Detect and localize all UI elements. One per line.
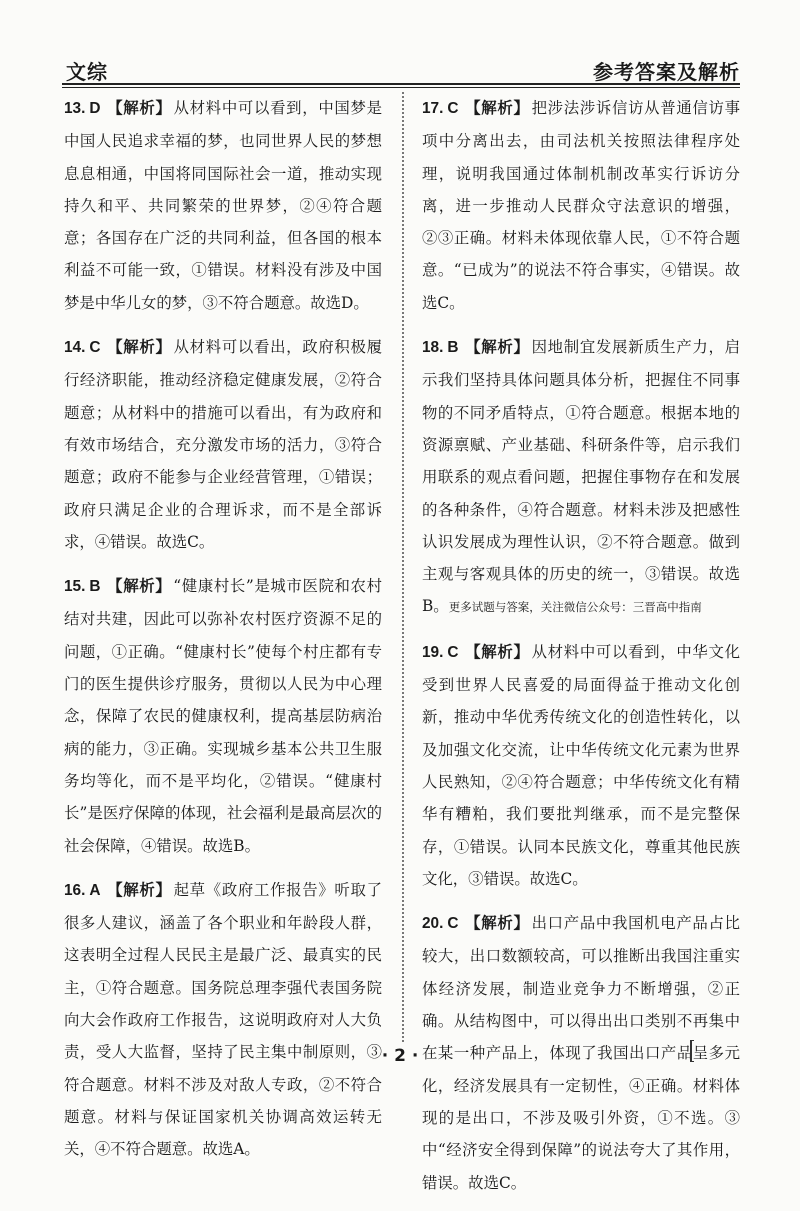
question-number: 13. bbox=[64, 100, 86, 117]
question-number: 16. bbox=[64, 881, 86, 899]
section-title: 参考答案及解析 bbox=[593, 60, 740, 84]
header-rule bbox=[62, 83, 740, 85]
answer-choice: C bbox=[89, 339, 101, 357]
question-number: 14. bbox=[64, 339, 86, 357]
analysis-tag: 【解析】 bbox=[464, 99, 530, 117]
analysis-text: 从材料中可以看到，中华文化受到世界人民喜爱的局面得益于推动文化创新，推动中华优秀传统文化的创造性转化，以及加强文化交流，让中华传统文化元素为世界人民熟知，②④符合题意；中华传统文化有精华有糟粕，我们要批判继承，而不是完整保存，①错误。认同本民族文化，尊重其他民族文化，③错误。故选C。 bbox=[422, 642, 740, 888]
answer-17 bbox=[422, 92, 740, 319]
answer-16 bbox=[64, 874, 382, 1166]
question-number: 18. bbox=[422, 339, 444, 357]
analysis-tag: 【解析】 bbox=[106, 338, 172, 357]
analysis-tag: 【解析】 bbox=[106, 880, 172, 899]
answer-choice: C bbox=[447, 643, 459, 661]
question-number: 15. bbox=[64, 578, 86, 596]
analysis-text: 把涉法涉诉信访从普通信访事项中分离出去，由司法机关按照法律程序处理，说明我国通过体制机制改革实行诉访分离，进一步推动人民群众守法意识的增强，②③正确。材料未体现依靠人民，①不符合题意。“已成为”的说法不符合事实，④错误。故选C。 bbox=[422, 99, 740, 312]
analysis-text: 出口产品中我国机电产品占比较大，出口数额较高，可以推断出我国注重实体经济发展，制造业竞争力不断增强，②正确。从结构图中，可以得出出口类别不再集中在某一种产品上，体现了我国出口产品呈多元化，经济发展具有一定韧性，④正确。材料体现的是出口，不涉及吸引外资，①不选。③中“经济安全得到保障”的说法夸大了其作用，错误。故选C。 bbox=[422, 914, 740, 1192]
answer-13 bbox=[64, 92, 382, 319]
analysis-text: 起草《政府工作报告》听取了很多人建议，涵盖了各个职业和年龄段人群，这表明全过程人民民主是最广泛、最真实的民主，①符合题意。国务院总理李强代表国务院向大会作政府工作报告，这说明政府对人大负责，受人大监督，坚持了民主集中制原则，③符合题意。材料不涉及对敌人专政，②不符合题意。材料与保证国家机关协调高效运转无关，④不符合题意。故选A。 bbox=[64, 880, 382, 1159]
analysis-tag: 【解析】 bbox=[464, 914, 530, 933]
answer-choice: B bbox=[89, 578, 101, 596]
header-rule-thin bbox=[62, 87, 740, 88]
question-number: 17. bbox=[422, 100, 444, 117]
analysis-text: “健康村长”是城市医院和农村结对共建，因此可以弥补农村医疗资源不足的问题，①正确。“健康村长”使每个村庄都有专门的医生提供诊疗服务，贯彻以人民为中心理念，保障了农民的健康权利，提高基层防病治病的能力，③正确。实现城乡基本公共卫生服务均等化，而不是平均化，②错误。“健康村长”是医疗保障的体现，社会福利是最高层次的社会保障，④错误。故选B。 bbox=[64, 577, 382, 855]
answer-19 bbox=[422, 636, 740, 895]
subject-title: 文综 bbox=[66, 60, 108, 84]
answer-18 bbox=[422, 331, 740, 624]
analysis-tag: 【解析】 bbox=[464, 338, 530, 357]
page-number: · 2 · bbox=[381, 1046, 419, 1066]
analysis-text: 从材料中可以看到，中国梦是中国人民追求幸福的梦，也同世界人民的梦想息息相通，中国将同国际社会一道，推动实现持久和平、共同繁荣的世界梦，②④符合题意；各国存在广泛的共同利益，但各国的根本利益不可能一致，①错误。材料没有涉及中国梦是中华儿女的梦，③不符合题意。故选D。 bbox=[64, 99, 382, 312]
answer-choice: D bbox=[89, 100, 101, 117]
question-number: 19. bbox=[422, 643, 444, 661]
promo-note: 更多试题与答案，关注微信公众号：三晋高中指南 bbox=[448, 600, 702, 615]
analysis-tag: 【解析】 bbox=[464, 642, 530, 661]
analysis-tag: 【解析】 bbox=[106, 99, 172, 117]
answer-14 bbox=[64, 331, 382, 558]
answer-choice: B bbox=[447, 339, 459, 357]
question-number: 20. bbox=[422, 915, 444, 933]
column-divider bbox=[402, 92, 404, 1042]
answer-15 bbox=[64, 570, 382, 862]
answer-choice: C bbox=[447, 100, 459, 117]
margin-mark bbox=[690, 1040, 694, 1062]
analysis-text: 因地制宜发展新质生产力，启示我们坚持具体问题具体分析，把握住不同事物的不同矛盾特点，①符合题意。根据本地的资源禀赋、产业基础、科研条件等，启示我们用联系的观点看问题，把握住事物存在和发展的各种条件，④符合题意。材料未涉及把感性认识发展成为理性认识，②不符合题意。做到主观与客观具体的历史的统一，③错误。故选B。 bbox=[422, 338, 740, 616]
answer-choice: C bbox=[447, 915, 459, 933]
analysis-tag: 【解析】 bbox=[106, 577, 172, 596]
analysis-text: 从材料可以看出，政府积极履行经济职能，推动经济稳定健康发展，②符合题意；从材料中的措施可以看出，有为政府和有效市场结合，充分激发市场的活力，③符合题意；政府不能参与企业经营管理，①错误；政府只满足企业的合理诉求，而不是全部诉求，④错误。故选C。 bbox=[64, 338, 382, 551]
page-header bbox=[62, 50, 740, 90]
left-column bbox=[64, 92, 382, 1178]
answer-choice: A bbox=[89, 881, 101, 899]
